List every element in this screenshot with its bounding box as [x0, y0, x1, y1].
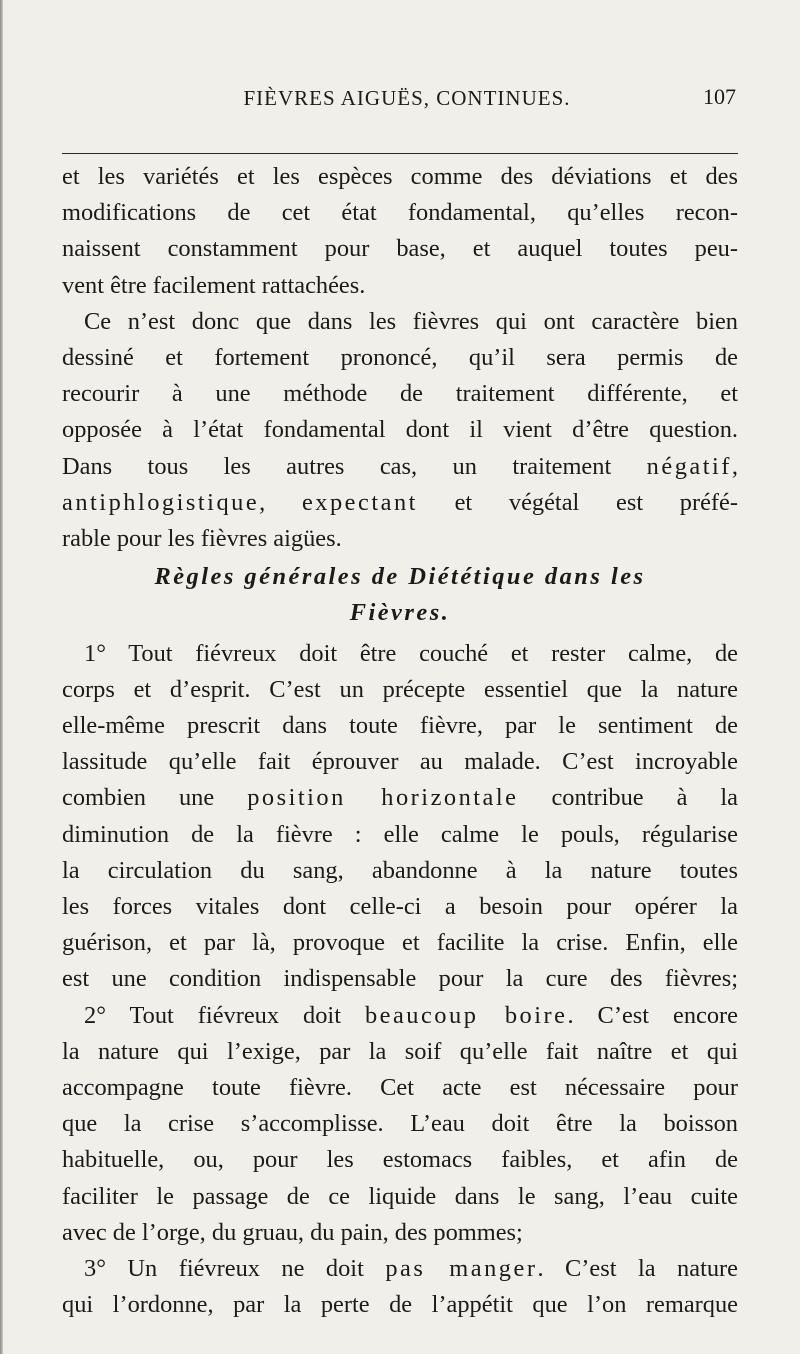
text-line: elle-même prescrit dans toute fièvre, par le sentiment de [62, 712, 738, 740]
spaced-emphasis: négatif [646, 452, 732, 480]
running-head: FIÈVRES AIGUËS, CONTINUES. [243, 86, 571, 110]
text-line: qui l’ordonne, par la perte de l’appétit que l’on remarque [62, 1291, 738, 1319]
text-line: modifications de cet état fondamental, qu’elles recon- [62, 199, 738, 227]
rule-2-paragraph [62, 998, 738, 1251]
spaced-emphasis: antiphlogistique [62, 488, 260, 516]
heading-line: Fièvres. [349, 599, 451, 627]
spaced-emphasis: pas manger [385, 1255, 538, 1283]
page-number: 107 [703, 84, 736, 109]
text-line: diminution de la fièvre : elle calme le pouls, régularise [62, 820, 738, 848]
text-run: 3° Un fiévreux ne doit [84, 1255, 386, 1283]
text-line: la nature qui l’exige, par la soif qu’elle fait naître et qui [62, 1037, 738, 1065]
text-line: est une condition indispensable pour la cure des fièvres; [62, 965, 738, 993]
spaced-emphasis: expectant [301, 488, 418, 516]
text-line: corps et d’esprit. C’est un précepte essentiel que la nature [62, 675, 738, 703]
text-run: 2° Tout fiévreux doit [84, 1001, 365, 1029]
text-line: Ce n’est donc que dans les fièvres qui ont caractère bien [84, 307, 738, 335]
page-header [62, 78, 752, 118]
text-line [62, 780, 738, 816]
body-text [62, 159, 738, 1324]
text-run: , [731, 452, 738, 480]
header-rule [62, 153, 738, 154]
text-line [62, 1251, 738, 1287]
rule-3-paragraph [62, 1251, 738, 1323]
text-run: et végétal est préfé- [417, 488, 738, 516]
text-line: recourir à une méthode de traitement différente, et [62, 380, 738, 408]
text-run: contribue à la [518, 784, 738, 812]
text-line: habituelle, ou, pour les estomacs faibles, et afin de [62, 1146, 738, 1174]
text-line [62, 449, 738, 485]
text-run: Dans tous les autres cas, un traitement [62, 452, 647, 480]
text-line: avec de l’orge, du gruau, du pain, des pommes; [62, 1218, 523, 1246]
text-line: lassitude qu’elle fait éprouver au malade. C’est incroyable [62, 748, 738, 776]
text-run: . C’est encore [567, 1001, 738, 1029]
text-line: accompagne toute fièvre. Cet acte est nécessaire pour [62, 1074, 738, 1102]
text-line: que la crise s’accomplisse. L’eau doit être la boisson [62, 1110, 738, 1138]
heading-line: Règles générales de Diététique dans les [154, 563, 646, 591]
rule-1-paragraph [62, 636, 738, 998]
text-line: naissent constamment pour base, et auquel toutes peu- [62, 235, 738, 263]
text-line: rable pour les fièvres aigües. [62, 525, 342, 553]
text-line: opposée à l’état fondamental dont il vient d’être question. [62, 416, 738, 444]
text-run: , [259, 488, 302, 516]
text-line: les forces vitales dont celle-ci a besoin pour opérer la [62, 893, 738, 921]
text-line [62, 998, 738, 1034]
spaced-emphasis: position horizontale [247, 784, 519, 812]
text-run: . C’est la nature [537, 1255, 738, 1283]
text-line: guérison, et par là, provoque et facilite la crise. Enfin, elle [62, 929, 738, 957]
paragraph-treatment [62, 304, 738, 557]
text-line: dessiné et fortement prononcé, qu’il sera permis de [62, 344, 738, 372]
text-line: faciliter le passage de ce liquide dans le sang, l’eau cuite [62, 1182, 738, 1210]
text-line: et les variétés et les espèces comme des déviations et des [62, 163, 738, 190]
spaced-emphasis: beaucoup boire [364, 1001, 568, 1029]
page-edge-shadow [0, 0, 3, 1354]
text-run: combien une [62, 784, 248, 812]
text-line: 1° Tout fiévreux doit être couché et rester calme, de [84, 639, 738, 667]
paragraph-continuation [62, 159, 738, 304]
text-line [62, 485, 738, 521]
text-line: vent être facilement rattachées. [62, 271, 366, 299]
section-heading [62, 559, 738, 631]
text-line: la circulation du sang, abandonne à la nature toutes [62, 856, 738, 884]
